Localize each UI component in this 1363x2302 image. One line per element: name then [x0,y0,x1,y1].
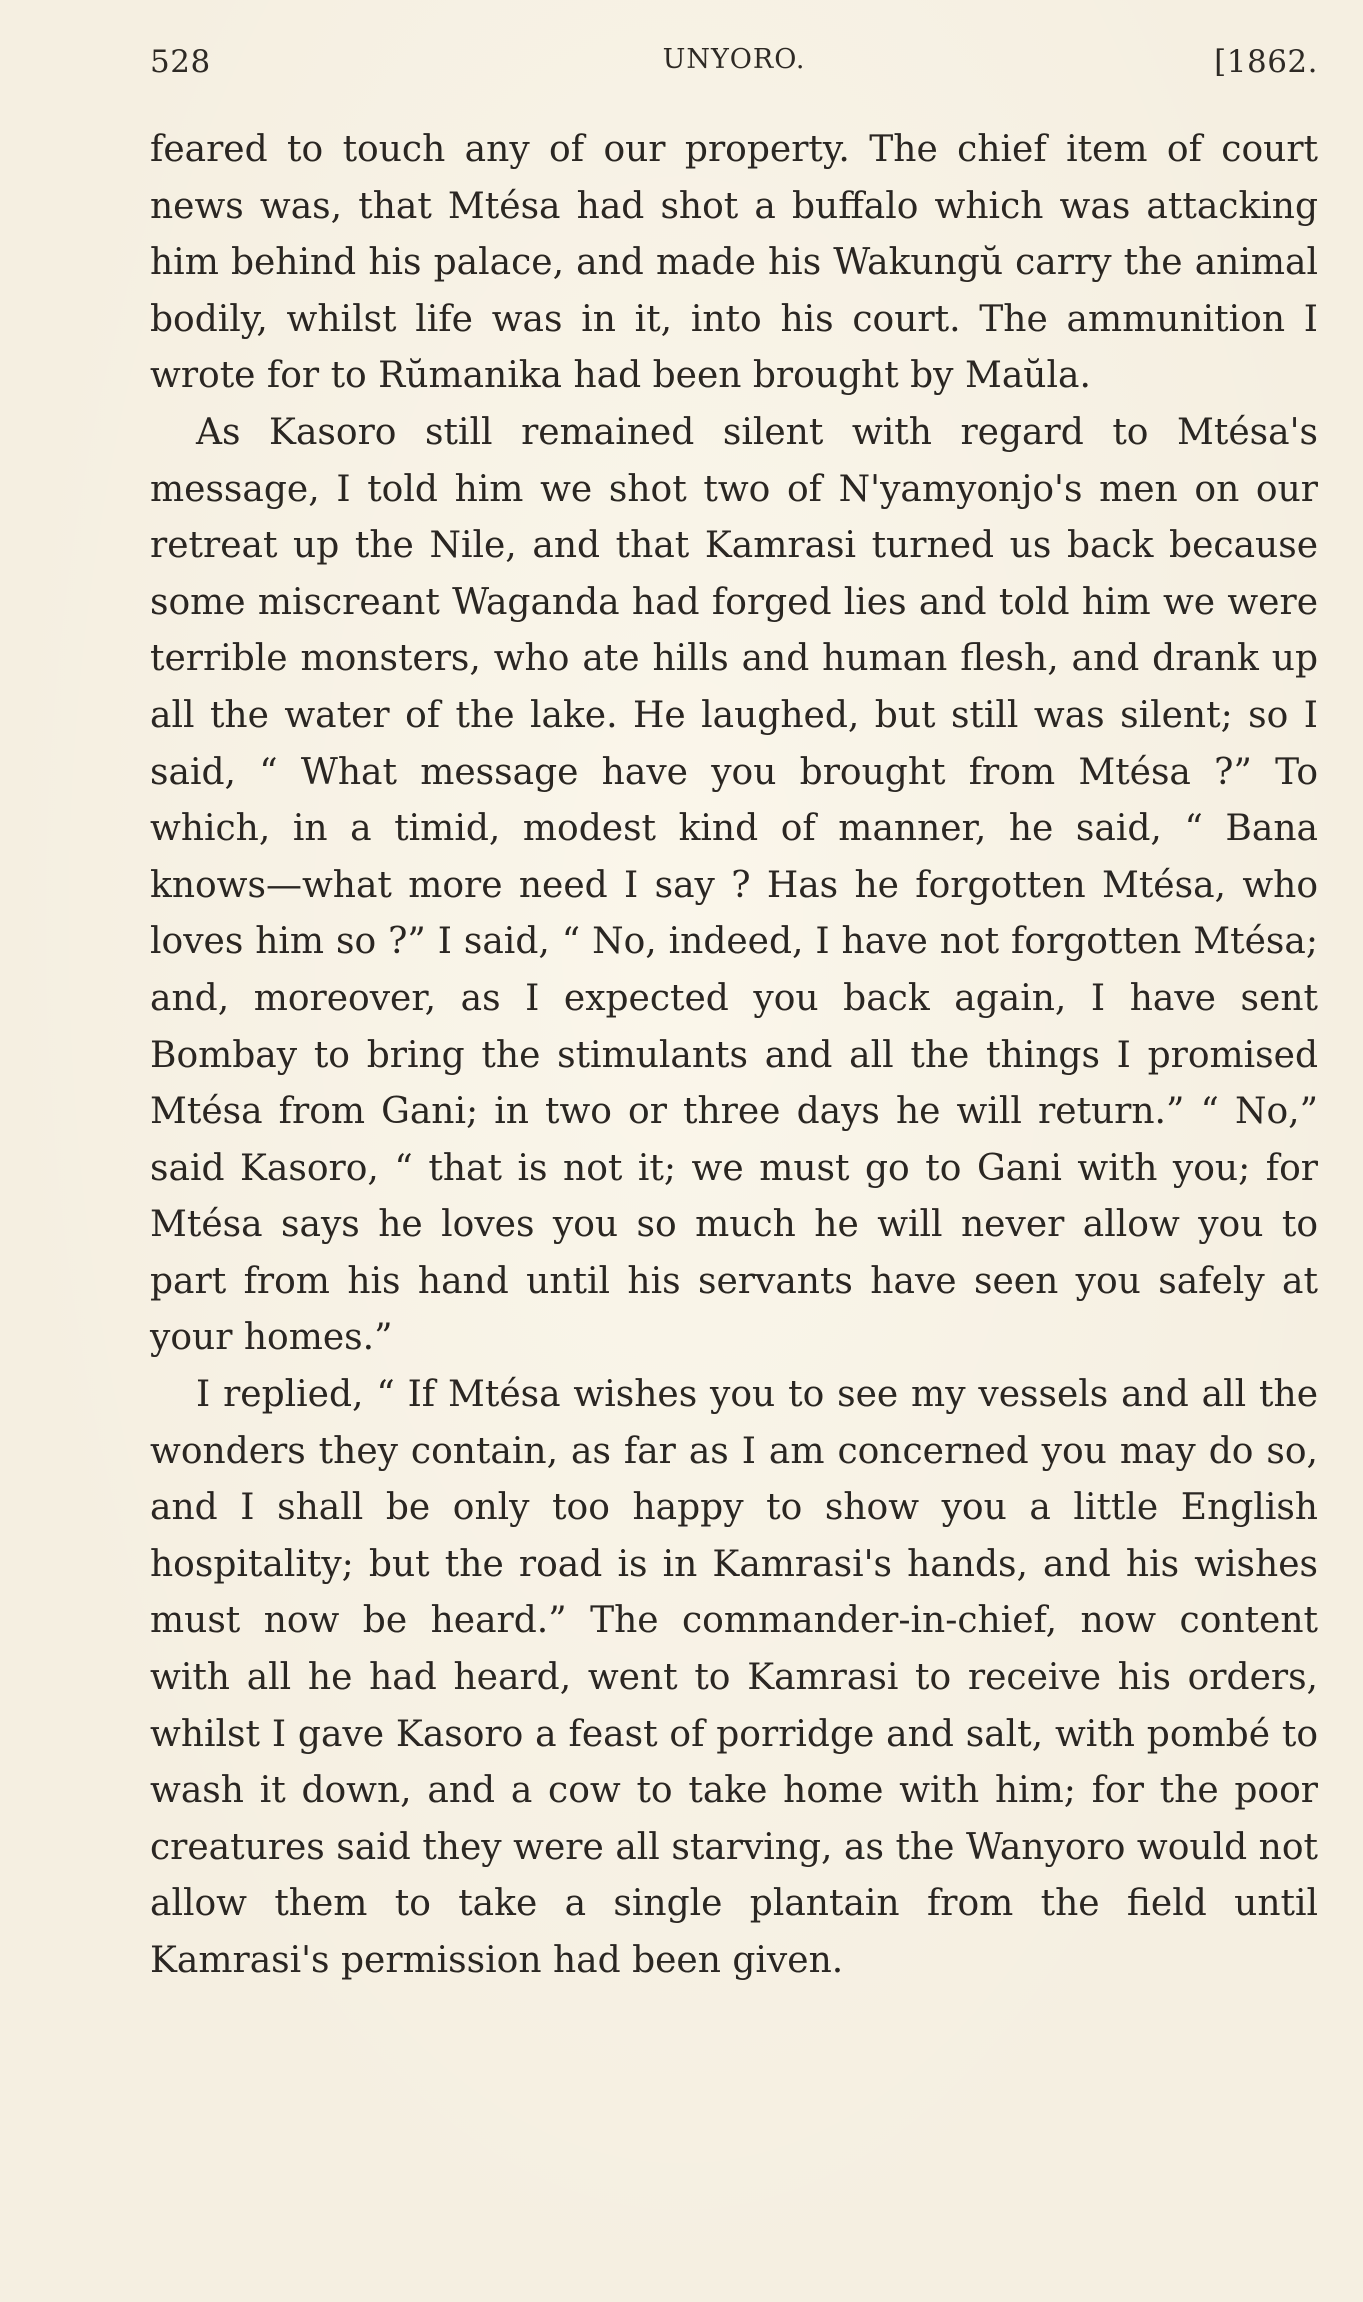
paragraph-1: feared to touch any of our property. The chief item of court news was, that Mtésa had shot a buffalo which was attacking him behind his palace, and made his Wakungŭ carry the animal bodily, whilst life was in it, into his court. The ammunition I wrote for to Rŭmanika had been brought by Maŭla. [150,129,1318,397]
running-head [150,44,1318,84]
body-text [150,122,1318,1990]
paragraph-3: I replied, “ If Mtésa wishes you to see my vessels and all the wonders they contain, as far as I am concerned you may do so, and I shall be only too happy to show you a little English hospitality; but the road is in Kamrasi's hands, and his wishes must now be heard.” The commander-in-chief, now content with all he had heard, went to Kamrasi to receive his orders, whilst I gave Kasoro a feast of porridge and salt, with pombé to wash it down, and a cow to take home with him; for the poor creatures said they were all starving, as the Wanyoro would not allow them to take a single plantain from the field until Kamrasi's permission had been given. [150,1374,1318,1981]
running-title: UNYORO. [662,44,806,75]
running-year: [1862. [1214,44,1318,80]
page-number: 528 [150,44,211,80]
paragraph-2: As Kasoro still remained silent with regard to Mtésa's message, I told him we shot two of N'yamyonjo's men on our retreat up the Nile, and that Kamrasi turned us back because some miscreant Waganda had forged lies and told him we were terrible monsters, who ate hills and human flesh, and drank up all the water of the lake. He laughed, but still was silent; so I said, “ What message have you brought from Mtésa ?” To which, in a timid, modest kind of manner, he said, “ Bana knows—what more need I say ? Has he forgotten Mtésa, who loves him so ?” I said, “ No, indeed, I have not forgotten Mtésa; and, moreover, as I expected you back again, I have sent Bombay to bring the stimulants and all the things I promised Mtésa from Gani; in two or three days he will return.” “ No,” said Kasoro, “ that is not it; we must go to Gani with you; for Mtésa says he loves you so much he will never allow you to part from his hand until his servants have seen you safely at your homes.” [150,411,1318,1359]
